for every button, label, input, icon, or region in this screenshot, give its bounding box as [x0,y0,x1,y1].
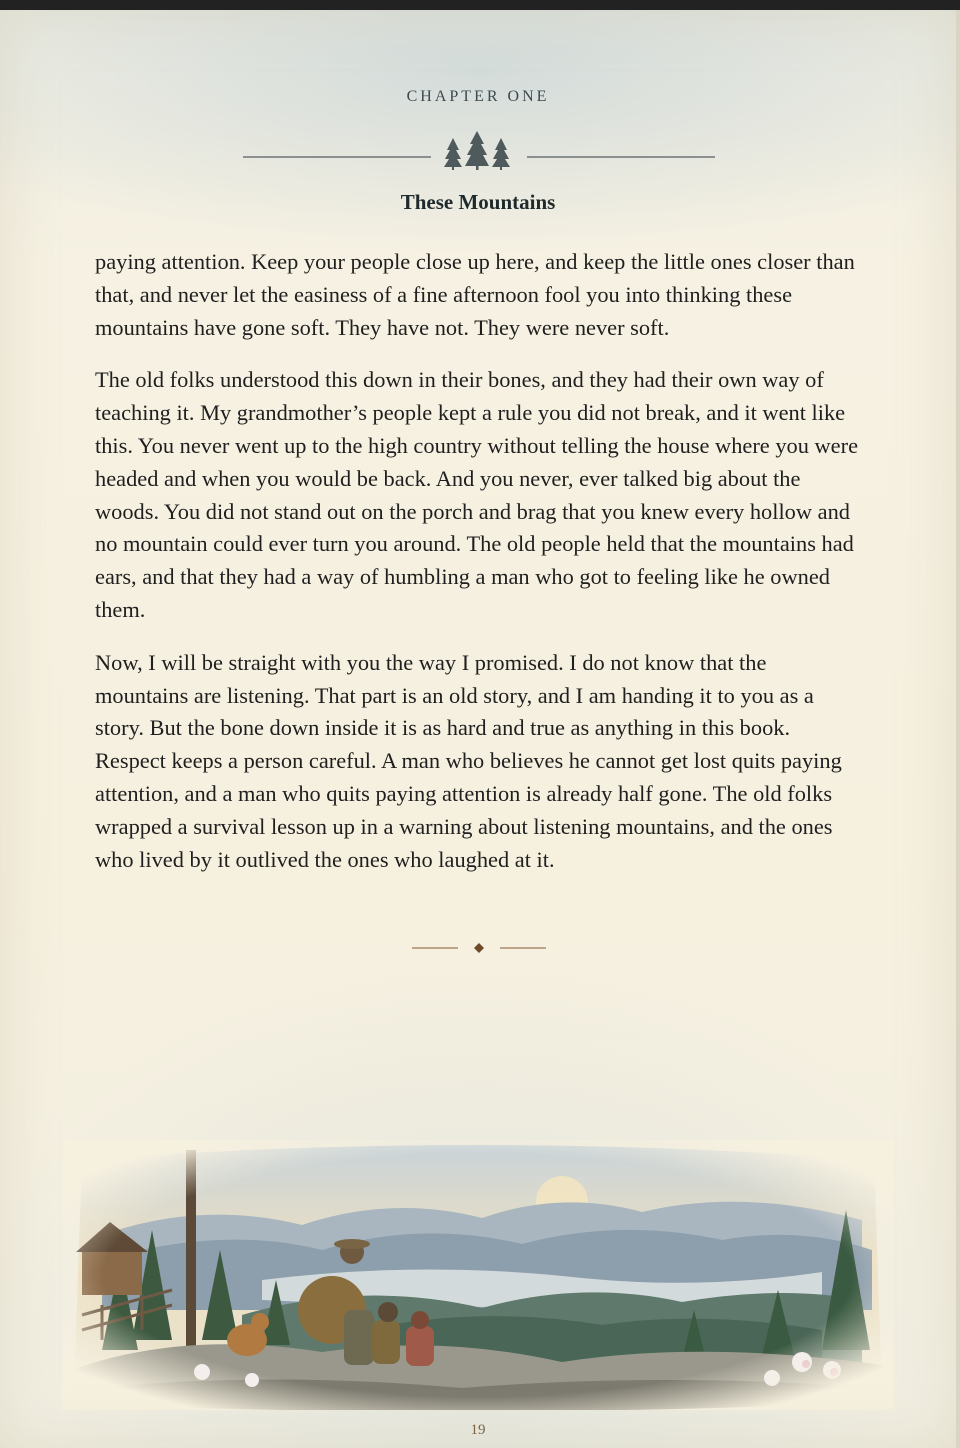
mountain-landscape-illustration [62,1140,894,1410]
book-page [0,10,956,1448]
chapter-title: These Mountains [400,190,556,214]
paragraph: The old folks understood this down in their bones, and they had their own way of teaching it. My grandmother’s people kept a rule you did not break, and it went like this. You never went up to the high country without telling the house where you were headed and when you would be back. And you never, ever talked big about the woods. You did not stand out on the porch and brag that you knew every hollow and no mountain could ever turn you around. The old people held that the mountains had ears, and that they had a way of humbling a man who got to feeling like he owned them. [95,367,859,622]
paragraph: Now, I will be straight with you the way I promised. I do not know that the mountains are listening. That part is an old story, and I am handing it to you as a story. But the bone down inside it is as hard and true as anything in this book. Respect keeps a person careful. A man who believes he cannot get lost quits paying attention, and a man who quits paying attention is already half gone. The old folks wrapped a survival lesson up in a warning about listening mountains, and the ones who lived by it outlived the ones who laughed at it. [95,649,842,872]
window-top-bar [0,0,960,10]
paragraph: paying attention. Keep your people close up here, and keep the little ones closer than that, and never let the easiness of a fine afternoon fool you into thinking these mountains have gone soft. They have not. They were never soft. [95,249,855,340]
page-number: 19 [470,1422,486,1438]
chapter-label: CHAPTER ONE [406,88,550,105]
chapter-body [95,246,865,896]
pine-trees-icon [243,130,715,172]
page-edge [956,10,960,1448]
diamond-ornament-icon [412,940,546,956]
